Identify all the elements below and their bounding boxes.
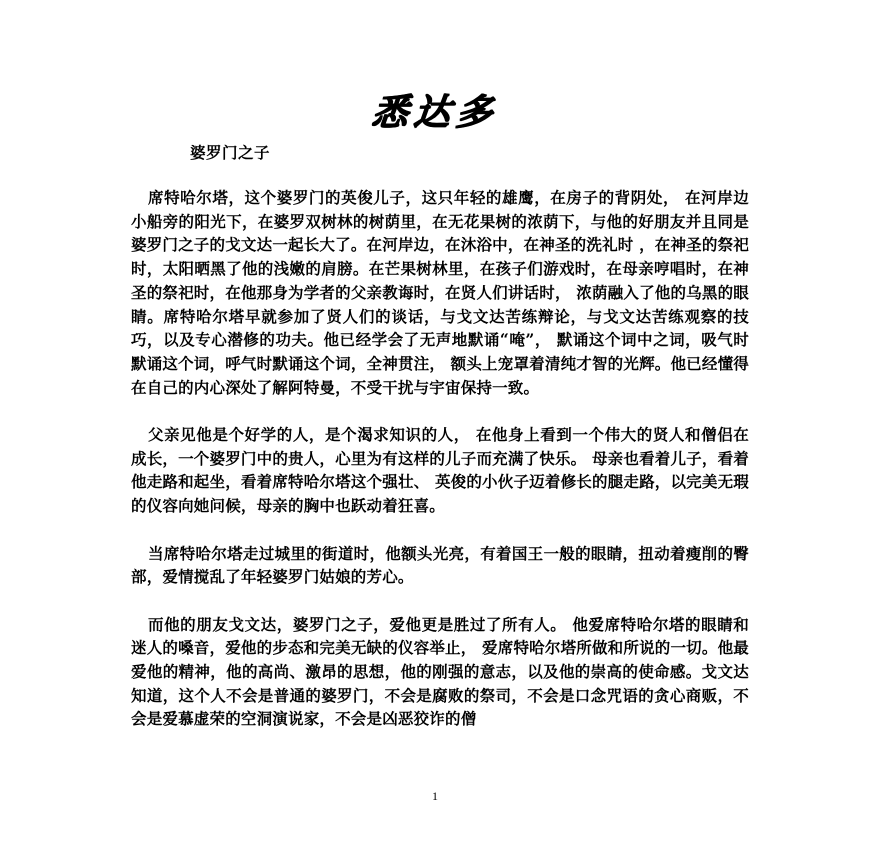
chapter-subtitle: 婆罗门之子: [190, 143, 271, 162]
paragraph: 席特哈尔塔，这个婆罗门的英俊儿子，这只年轻的雄鹰，在房子的背阴处， 在河岸边小船旁的阳光下，在婆罗双树林的树荫里，在无花果树的浓荫下，与他的好朋友并且同是婆罗门之子的戈文达一起长大了。在河岸边，在沐浴中，在神圣的洗礼时 ，在神圣的祭祀时，太阳晒黑了他的浅嫩的肩膀。在芒果树林里，在孩子们游戏时，在母亲哼唱时，在神圣的祭祀时，在他那身为学者的父亲教诲时，在贤人们讲话时， 浓荫融入了他的乌黑的眼睛。席特哈尔塔早就参加了贤人们的谈话，与戈文达苦练辩论，与戈文达苦练观察的技巧，以及专心潜修的功夫。他已经学会了无声地默诵“唵”， 默诵这个词中之词，吸气时默诵这个词，呼气时默诵这个词，全神贯注， 额头上宠罩着清纯才智的光辉。他已经懂得在自己的内心深处了解阿特曼，不受干扰与宇宙保持一致。: [131, 188, 749, 397]
paragraph: 父亲见他是个好学的人，是个渴求知识的人， 在他身上看到一个伟大的贤人和僧侣在成长，一个婆罗门中的贵人，心里为有这样的儿子而充满了快乐。 母亲也看着儿子，看着他走路和起坐，看着席特哈尔塔这个强壮、 英俊的小伙子迈着修长的腿走路，以完美无瑕的仪容向她问候，母亲的胸中也跃动着狂喜。: [131, 425, 749, 516]
page-number: 1: [432, 789, 438, 803]
paragraph: 而他的朋友戈文达，婆罗门之子，爱他更是胜过了所有人。 他爱席特哈尔塔的眼睛和迷人的嗓音，爱他的步态和完美无缺的仪容举止， 爱席特哈尔塔所做和所说的一切。他最爱他的精神，他的高尚、激昂的思想，他的刚强的意志，以及他的崇高的使命感。戈文达知道，这个人不会是普通的婆罗门，不会是腐败的祭司，不会是口念咒语的贪心商贩，不会是爱慕虚荣的空洞演说家，不会是凶恶狡诈的僧: [131, 614, 749, 729]
paragraph: 当席特哈尔塔走过城里的街道时，他额头光亮，有着国王一般的眼睛，扭动着瘦削的臀部，爱情搅乱了年轻婆罗门姑娘的芳心。: [131, 543, 749, 587]
body-text: [131, 186, 749, 755]
page-title: 悉达多: [369, 92, 500, 133]
